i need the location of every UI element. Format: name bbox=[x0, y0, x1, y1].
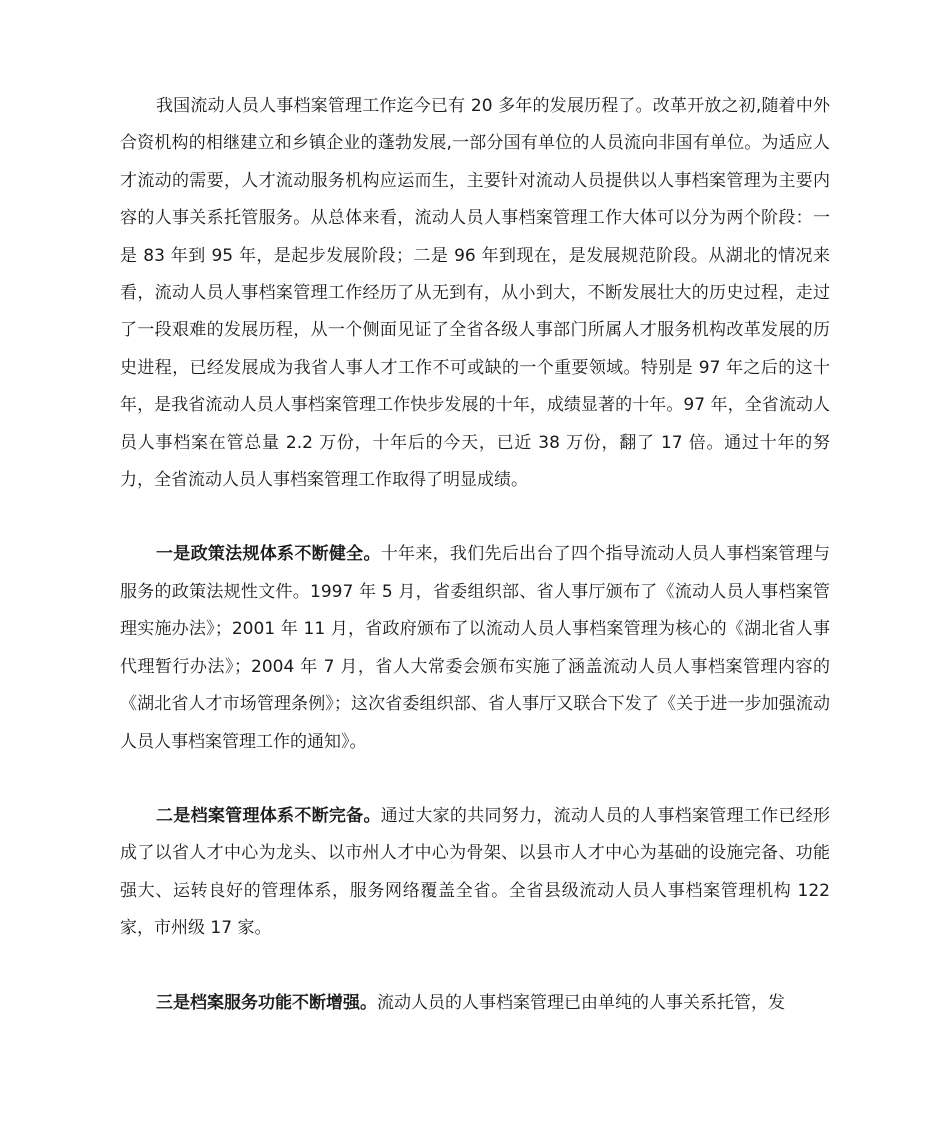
paragraph-text: 我国流动人员人事档案管理工作迄今已有 20 多年的发展历程了。改革开放之初,随着中外合资机构的相继建立和乡镇企业的蓬勃发展,一部分国有单位的人员流向非国有单位。为适应人才流动的需要，人才流动服务机构应运而生，主要针对流动人员提供以人事档案管理为主要内容的人事关系托管服务。从总体来看，流动人员人事档案管理工作大体可以分为两个阶段：一是 83 年到 95 年，是起步发展阶段；二是 96 年到现在，是发展规范阶段。从湖北的情况来看，流动人员人事档案管理工作经历了从无到有，从小到大，不断发展壮大的历史过程，走过了一段艰难的发展历程，从一个侧面见证了全省各级人事部门所属人才服务机构改革发展的历史进程，已经发展成为我省人事人才工作不可或缺的一个重要领域。特别是 97 年之后的这十年，是我省流动人员人事档案管理工作快步发展的十年，成绩显著的十年。97 年，全省流动人员人事档案在管总量 2.2 万份，十年后的今天，已近 38 万份，翻了 17 倍。通过十年的努力，全省流动人员人事档案管理工作取得了明显成绩。 bbox=[120, 96, 830, 491]
body-paragraph-system bbox=[120, 798, 830, 948]
paragraph-lead: 二是档案管理体系不断完备。 bbox=[156, 805, 381, 826]
body-paragraph-service bbox=[120, 985, 830, 1022]
paragraph-text: 流动人员的人事档案管理已由单纯的人事关系托管，发 bbox=[377, 992, 785, 1013]
paragraph-text: 通过大家的共同努力，流动人员的人事档案管理工作已经形成了以省人才中心为龙头、以市州人才中心为骨架、以县市人才中心为基础的设施完备、功能强大、运转良好的管理体系，服务网络覆盖全省。全省县级流动人员人事档案管理机构 122 家，市州级 17 家。 bbox=[120, 805, 831, 939]
paragraph-text: 十年来，我们先后出台了四个指导流动人员人事档案管理与服务的政策法规性文件。1997 年 5 月，省委组织部、省人事厅颁布了《流动人员人事档案管理实施办法》；2001 年 11 月，省政府颁布了以流动人员人事档案管理为核心的《湖北省人事代理暂行办法》；2004 年 7 月，省人大常委会颁布实施了涵盖流动人员人事档案管理内容的《湖北省人才市场管理条例》；这次省委组织部、省人事厅又联合下发了《关于进一步加强流动人员人事档案管理工作的通知》。 bbox=[120, 544, 831, 752]
body-paragraph-history bbox=[120, 88, 830, 499]
document-page bbox=[120, 88, 830, 1059]
paragraph-lead: 三是档案服务功能不断增强。 bbox=[156, 992, 377, 1013]
paragraph-lead: 一是政策法规体系不断健全。 bbox=[156, 544, 381, 565]
body-paragraph-policy bbox=[120, 536, 830, 760]
